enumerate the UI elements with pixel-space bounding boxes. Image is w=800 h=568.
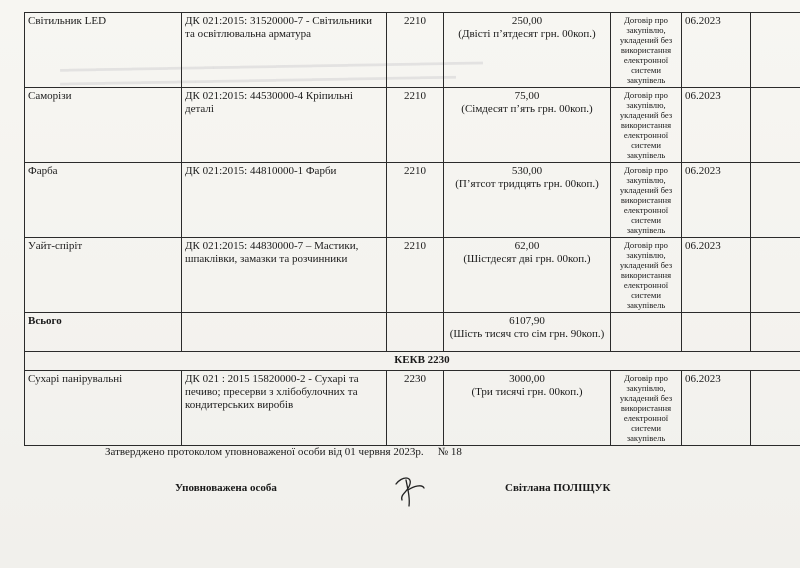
kekv-section-heading: КЕКВ 2230 [25, 352, 800, 371]
show-through-text: ▬▬▬▬▬▬▬▬▬▬▬▬▬▬▬▬▬▬▬▬▬▬▬▬▬▬▬▬▬▬▬▬▬▬▬▬▬▬▬▬▬▬▬▬▬▬▬ [59, 56, 484, 74]
sum-value: 3000,00 [509, 373, 545, 385]
item-code: ДК 021:2015: 44530000-4 Кріпильні деталі [182, 88, 387, 163]
item-kekv: 2210 [387, 163, 444, 238]
sum-value: 62,00 [514, 240, 540, 252]
sum-words: (Шість тисяч сто сім грн. 90коп.) [449, 328, 605, 340]
item-date: 06.2023 [682, 163, 751, 238]
sum-words: (Три тисячі грн. 00коп.) [471, 386, 583, 398]
approval-text: Затверджено протоколом уповноваженої особи від 01 червня 2023р. [105, 446, 424, 458]
protocol-number: № 18 [437, 446, 462, 458]
item-notes [751, 88, 800, 163]
item-date: 06.2023 [682, 88, 751, 163]
sum-words: (П’ятсот тридцять грн. 00коп.) [455, 178, 599, 190]
item-sum [444, 88, 611, 163]
item-notes [751, 163, 800, 238]
sum-words: (Шістдесят дві грн. 00коп.) [463, 253, 591, 265]
item-date: 06.2023 [682, 371, 751, 446]
table-row [25, 88, 800, 163]
total-label: Всього [25, 313, 182, 352]
procurement-table [24, 12, 800, 446]
item-date: 06.2023 [682, 13, 751, 88]
sum-value: 530,00 [511, 165, 543, 177]
total-empty [182, 313, 387, 352]
table-row [25, 238, 800, 313]
item-name: Уайт-спіріт [25, 238, 182, 313]
item-sum [444, 163, 611, 238]
item-date: 06.2023 [682, 238, 751, 313]
approval-note [105, 446, 462, 458]
table-row [25, 163, 800, 238]
item-name: Фарба [25, 163, 182, 238]
item-procedure: Договір про закупівлю, укладений без використання електронної системи закупівель [611, 163, 682, 238]
total-empty [387, 313, 444, 352]
total-empty [611, 313, 682, 352]
total-row [25, 313, 800, 352]
sum-value: 6107,90 [509, 315, 545, 327]
show-through-text: ▬▬▬▬▬▬▬▬▬▬▬▬▬▬▬▬▬▬▬▬▬▬▬▬▬▬▬▬▬▬▬▬▬▬▬▬▬▬▬▬▬▬▬▬ [59, 70, 457, 88]
item-kekv: 2210 [387, 238, 444, 313]
item-code: ДК 021 : 2015 15820000-2 - Сухарі та печиво; пресерви з хлібобулочних та кондитерських виробів [182, 371, 387, 446]
item-name: Саморізи [25, 88, 182, 163]
item-procedure: Договір про закупівлю, укладений без використання електронної системи закупівель [611, 88, 682, 163]
signatory-label: Уповноважена особа [175, 482, 277, 494]
table-row [25, 13, 800, 88]
item-procedure: Договір про закупівлю, укладений без використання електронної системи закупівель [611, 371, 682, 446]
total-empty [682, 313, 751, 352]
total-sum [444, 313, 611, 352]
item-procedure: Договір про закупівлю, укладений без використання електронної системи закупівель [611, 238, 682, 313]
item-name: Сухарі панірувальні [25, 371, 182, 446]
kekv-section-row [25, 352, 800, 371]
item-sum [444, 13, 611, 88]
table-row [25, 371, 800, 446]
sum-value: 75,00 [514, 90, 540, 102]
item-procedure: Договір про закупівлю, укладений без використання електронної системи закупівель [611, 13, 682, 88]
item-notes [751, 371, 800, 446]
item-notes [751, 238, 800, 313]
item-code: ДК 021:2015: 31520000-7 - Світильники та освітлювальна арматура [182, 13, 387, 88]
sum-words: (Сімдесят п’ять грн. 00коп.) [461, 103, 593, 115]
item-notes [751, 13, 800, 88]
signatory-name: Світлана ПОЛІЩУК [505, 482, 611, 494]
item-sum [444, 238, 611, 313]
sum-value: 250,00 [511, 15, 543, 27]
item-code: ДК 021:2015: 44830000-7 – Мастики, шпаклівки, замазки та розчинники [182, 238, 387, 313]
item-kekv: 2210 [387, 13, 444, 88]
item-kekv: 2210 [387, 88, 444, 163]
item-name: Світильник LED [25, 13, 182, 88]
sum-words: (Двісті п’ятдесят грн. 00коп.) [458, 28, 596, 40]
item-kekv: 2230 [387, 371, 444, 446]
item-sum [444, 371, 611, 446]
handwritten-signature [388, 470, 428, 508]
item-code: ДК 021:2015: 44810000-1 Фарби [182, 163, 387, 238]
total-empty [751, 313, 800, 352]
